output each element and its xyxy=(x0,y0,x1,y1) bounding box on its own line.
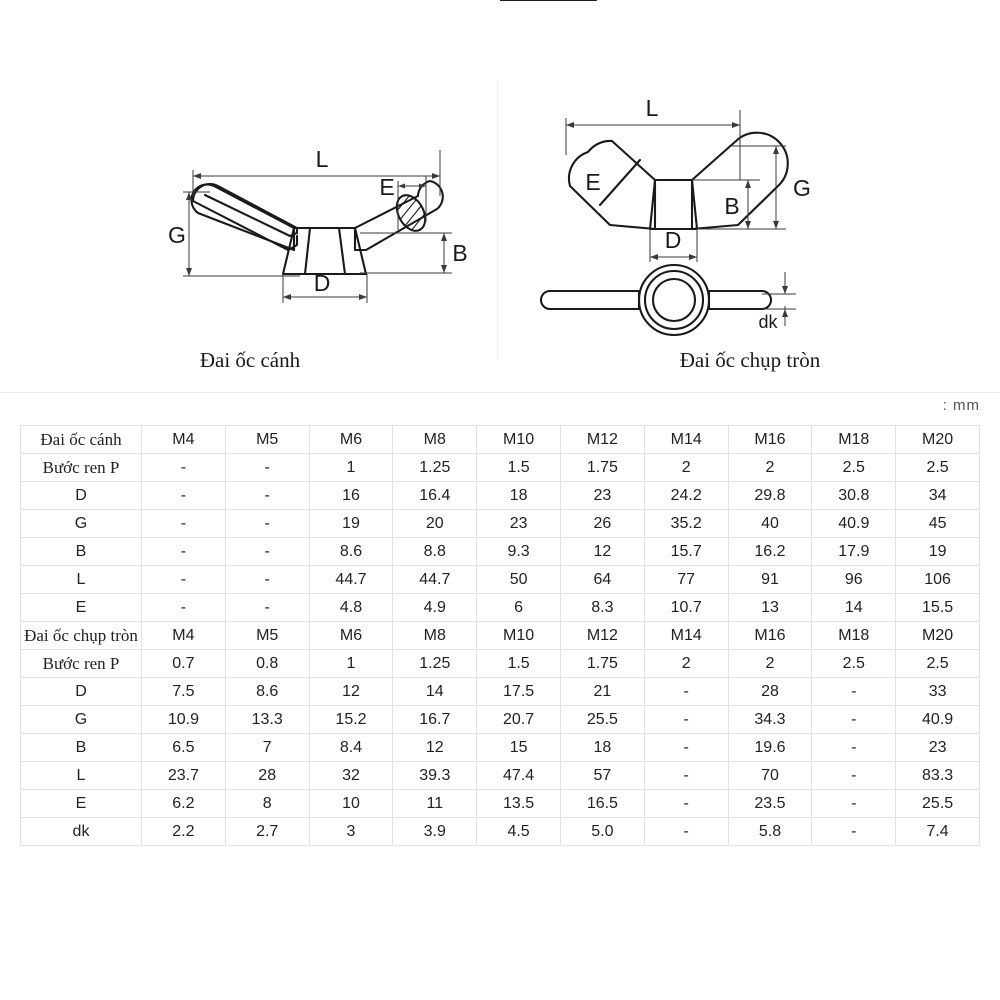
table-cell: 16 xyxy=(309,482,393,510)
table-cell: 10.7 xyxy=(644,594,728,622)
table-cell: 18 xyxy=(477,482,561,510)
specification-table xyxy=(20,425,980,846)
wing-nut-diagram xyxy=(0,0,500,345)
column-header-size: M10 xyxy=(477,426,561,454)
table-cell: 4.9 xyxy=(393,594,477,622)
table-cell: - xyxy=(142,566,226,594)
table-section-header-row xyxy=(21,426,980,454)
column-header-size: M20 xyxy=(896,622,980,650)
table-cell: 0.8 xyxy=(225,650,309,678)
table-cell: 2 xyxy=(644,650,728,678)
table-cell: 5.8 xyxy=(728,818,812,846)
table-cell: - xyxy=(225,454,309,482)
label-L-left: L xyxy=(315,146,329,172)
label-E-left: E xyxy=(379,174,395,200)
table-cell: 23 xyxy=(560,482,644,510)
column-header-size: M20 xyxy=(896,426,980,454)
table-cell: 45 xyxy=(896,510,980,538)
table-cell: 20.7 xyxy=(477,706,561,734)
label-G-left: G xyxy=(168,222,186,248)
table-cell: 2 xyxy=(644,454,728,482)
table-cell: 23.5 xyxy=(728,790,812,818)
table-cell: 2.7 xyxy=(225,818,309,846)
table-cell: - xyxy=(225,566,309,594)
table-cell: 1.25 xyxy=(393,454,477,482)
table-cell: 2.5 xyxy=(812,650,896,678)
table-cell: - xyxy=(225,482,309,510)
table-cell: 8.4 xyxy=(309,734,393,762)
table-cell: - xyxy=(812,706,896,734)
table-cell: 28 xyxy=(728,678,812,706)
table-cell: 83.3 xyxy=(896,762,980,790)
table-cell: 34 xyxy=(896,482,980,510)
table-cell: 8 xyxy=(225,790,309,818)
table-cell: 7.5 xyxy=(142,678,226,706)
table-cell: - xyxy=(142,482,226,510)
column-header-size: M10 xyxy=(477,622,561,650)
row-label: B xyxy=(21,734,142,762)
table-cell: - xyxy=(812,790,896,818)
table-cell: 35.2 xyxy=(644,510,728,538)
table-row xyxy=(21,706,980,734)
table-cell: 4.8 xyxy=(309,594,393,622)
table-cell: 9.3 xyxy=(477,538,561,566)
column-header-size: M16 xyxy=(728,622,812,650)
table-cell: - xyxy=(644,818,728,846)
table-cell: - xyxy=(644,790,728,818)
table-cell: 17.5 xyxy=(477,678,561,706)
table-cell: - xyxy=(142,454,226,482)
label-L-right: L xyxy=(645,95,659,121)
table-section-header-row xyxy=(21,622,980,650)
table-cell: 19 xyxy=(309,510,393,538)
table-cell: 2 xyxy=(728,650,812,678)
table-cell: - xyxy=(142,510,226,538)
column-header-size: M18 xyxy=(812,426,896,454)
diagram-panel xyxy=(0,0,1000,392)
table-cell: 17.9 xyxy=(812,538,896,566)
table-cell: 28 xyxy=(225,762,309,790)
table-cell: 2 xyxy=(728,454,812,482)
table-cell: 24.2 xyxy=(644,482,728,510)
table-top-rule xyxy=(0,392,1000,393)
column-header-size: M4 xyxy=(142,426,226,454)
unit-note: : mm xyxy=(942,397,980,414)
table-cell: 15.2 xyxy=(309,706,393,734)
table-cell: 106 xyxy=(896,566,980,594)
table-cell: 8.6 xyxy=(225,678,309,706)
table-cell: 12 xyxy=(560,538,644,566)
table-cell: 23 xyxy=(477,510,561,538)
column-header-size: M5 xyxy=(225,622,309,650)
row-label: Bước ren P xyxy=(21,454,142,482)
table-cell: 6 xyxy=(477,594,561,622)
table-cell: 6.2 xyxy=(142,790,226,818)
table-cell: 16.2 xyxy=(728,538,812,566)
table-cell: 44.7 xyxy=(393,566,477,594)
table-row xyxy=(21,538,980,566)
label-D-left: D xyxy=(313,270,331,296)
label-D-right: D xyxy=(664,227,682,253)
table-cell: 40.9 xyxy=(896,706,980,734)
table-cell: 70 xyxy=(728,762,812,790)
table-cell: 18 xyxy=(560,734,644,762)
table-cell: 13.3 xyxy=(225,706,309,734)
column-header-size: M8 xyxy=(393,426,477,454)
column-header-size: M6 xyxy=(309,426,393,454)
table-cell: 10.9 xyxy=(142,706,226,734)
table-cell: - xyxy=(812,734,896,762)
column-header-size: M18 xyxy=(812,622,896,650)
table-cell: - xyxy=(142,538,226,566)
table-cell: 1 xyxy=(309,650,393,678)
column-header-size: M4 xyxy=(142,622,226,650)
table-row xyxy=(21,650,980,678)
table-cell: 21 xyxy=(560,678,644,706)
table-cell: 1.75 xyxy=(560,454,644,482)
table-cell: 25.5 xyxy=(560,706,644,734)
table-cell: 23.7 xyxy=(142,762,226,790)
table-cell: 34.3 xyxy=(728,706,812,734)
table-row xyxy=(21,734,980,762)
table-cell: 19.6 xyxy=(728,734,812,762)
table-cell: 33 xyxy=(896,678,980,706)
table-cell: 91 xyxy=(728,566,812,594)
label-B-left: B xyxy=(452,240,468,266)
table-cell: 40.9 xyxy=(812,510,896,538)
table-cell: 11 xyxy=(393,790,477,818)
table-cell: 16.7 xyxy=(393,706,477,734)
column-header-size: M5 xyxy=(225,426,309,454)
table-cell: 6.5 xyxy=(142,734,226,762)
table-row xyxy=(21,762,980,790)
table-cell: 96 xyxy=(812,566,896,594)
spec-table-body xyxy=(21,426,980,846)
table-cell: 29.8 xyxy=(728,482,812,510)
table-row xyxy=(21,678,980,706)
table-cell: 77 xyxy=(644,566,728,594)
table-cell: 16.5 xyxy=(560,790,644,818)
table-cell: 3.9 xyxy=(393,818,477,846)
table-cell: 25.5 xyxy=(896,790,980,818)
row-label: L xyxy=(21,566,142,594)
table-cell: 1.5 xyxy=(477,650,561,678)
table-cell: 26 xyxy=(560,510,644,538)
table-cell: 12 xyxy=(393,734,477,762)
table-cell: - xyxy=(225,538,309,566)
table-row xyxy=(21,790,980,818)
table-cell: 3 xyxy=(309,818,393,846)
round-cap-nut-diagram xyxy=(500,0,1000,345)
table-cell: 8.8 xyxy=(393,538,477,566)
table-row xyxy=(21,482,980,510)
row-label: E xyxy=(21,594,142,622)
table-cell: 5.0 xyxy=(560,818,644,846)
label-G-right: G xyxy=(793,175,811,201)
column-header-size: M14 xyxy=(644,622,728,650)
label-E-right: E xyxy=(585,169,601,195)
table-row xyxy=(21,566,980,594)
table-row xyxy=(21,818,980,846)
table-cell: 64 xyxy=(560,566,644,594)
table-cell: 1 xyxy=(309,454,393,482)
column-header-size: M12 xyxy=(560,622,644,650)
table-cell: 13.5 xyxy=(477,790,561,818)
table-cell: 15.7 xyxy=(644,538,728,566)
section-name: Đai ốc chụp tròn xyxy=(21,622,142,650)
table-cell: 1.25 xyxy=(393,650,477,678)
row-label: L xyxy=(21,762,142,790)
column-header-size: M16 xyxy=(728,426,812,454)
table-cell: - xyxy=(644,762,728,790)
table-cell: 2.5 xyxy=(812,454,896,482)
row-label: D xyxy=(21,482,142,510)
table-cell: 23 xyxy=(896,734,980,762)
table-cell: 15 xyxy=(477,734,561,762)
table-cell: - xyxy=(644,678,728,706)
column-header-size: M8 xyxy=(393,622,477,650)
table-cell: 7 xyxy=(225,734,309,762)
table-cell: 50 xyxy=(477,566,561,594)
table-row xyxy=(21,510,980,538)
table-cell: - xyxy=(812,678,896,706)
table-cell: 12 xyxy=(309,678,393,706)
label-B-right: B xyxy=(724,193,740,219)
table-cell: - xyxy=(225,594,309,622)
table-cell: 1.5 xyxy=(477,454,561,482)
table-cell: 14 xyxy=(812,594,896,622)
row-label: G xyxy=(21,706,142,734)
row-label: Bước ren P xyxy=(21,650,142,678)
table-cell: 4.5 xyxy=(477,818,561,846)
table-cell: 44.7 xyxy=(309,566,393,594)
label-dk-right: dk xyxy=(758,312,778,332)
table-cell: 14 xyxy=(393,678,477,706)
table-cell: 2.5 xyxy=(896,650,980,678)
caption-round-cap-nut: Đai ốc chụp tròn xyxy=(679,348,821,372)
row-label: G xyxy=(21,510,142,538)
row-label: D xyxy=(21,678,142,706)
table-cell: 13 xyxy=(728,594,812,622)
row-label: dk xyxy=(21,818,142,846)
section-name: Đai ốc cánh xyxy=(21,426,142,454)
table-cell: - xyxy=(644,734,728,762)
table-cell: 7.4 xyxy=(896,818,980,846)
table-cell: - xyxy=(142,594,226,622)
table-cell: 32 xyxy=(309,762,393,790)
table-cell: 15.5 xyxy=(896,594,980,622)
table-cell: 0.7 xyxy=(142,650,226,678)
table-cell: - xyxy=(644,706,728,734)
table-cell: - xyxy=(812,818,896,846)
table-cell: 8.3 xyxy=(560,594,644,622)
column-header-size: M6 xyxy=(309,622,393,650)
row-label: B xyxy=(21,538,142,566)
table-cell: - xyxy=(225,510,309,538)
table-cell: 47.4 xyxy=(477,762,561,790)
column-header-size: M14 xyxy=(644,426,728,454)
table-cell: 40 xyxy=(728,510,812,538)
column-header-size: M12 xyxy=(560,426,644,454)
table-cell: 19 xyxy=(896,538,980,566)
table-cell: 2.2 xyxy=(142,818,226,846)
table-cell: - xyxy=(812,762,896,790)
caption-wing-nut: Đai ốc cánh xyxy=(199,348,301,372)
table-cell: 8.6 xyxy=(309,538,393,566)
table-row xyxy=(21,454,980,482)
table-cell: 30.8 xyxy=(812,482,896,510)
table-cell: 39.3 xyxy=(393,762,477,790)
table-cell: 57 xyxy=(560,762,644,790)
table-cell: 20 xyxy=(393,510,477,538)
table-row xyxy=(21,594,980,622)
row-label: E xyxy=(21,790,142,818)
table-cell: 2.5 xyxy=(896,454,980,482)
table-cell: 10 xyxy=(309,790,393,818)
table-cell: 1.75 xyxy=(560,650,644,678)
table-cell: 16.4 xyxy=(393,482,477,510)
